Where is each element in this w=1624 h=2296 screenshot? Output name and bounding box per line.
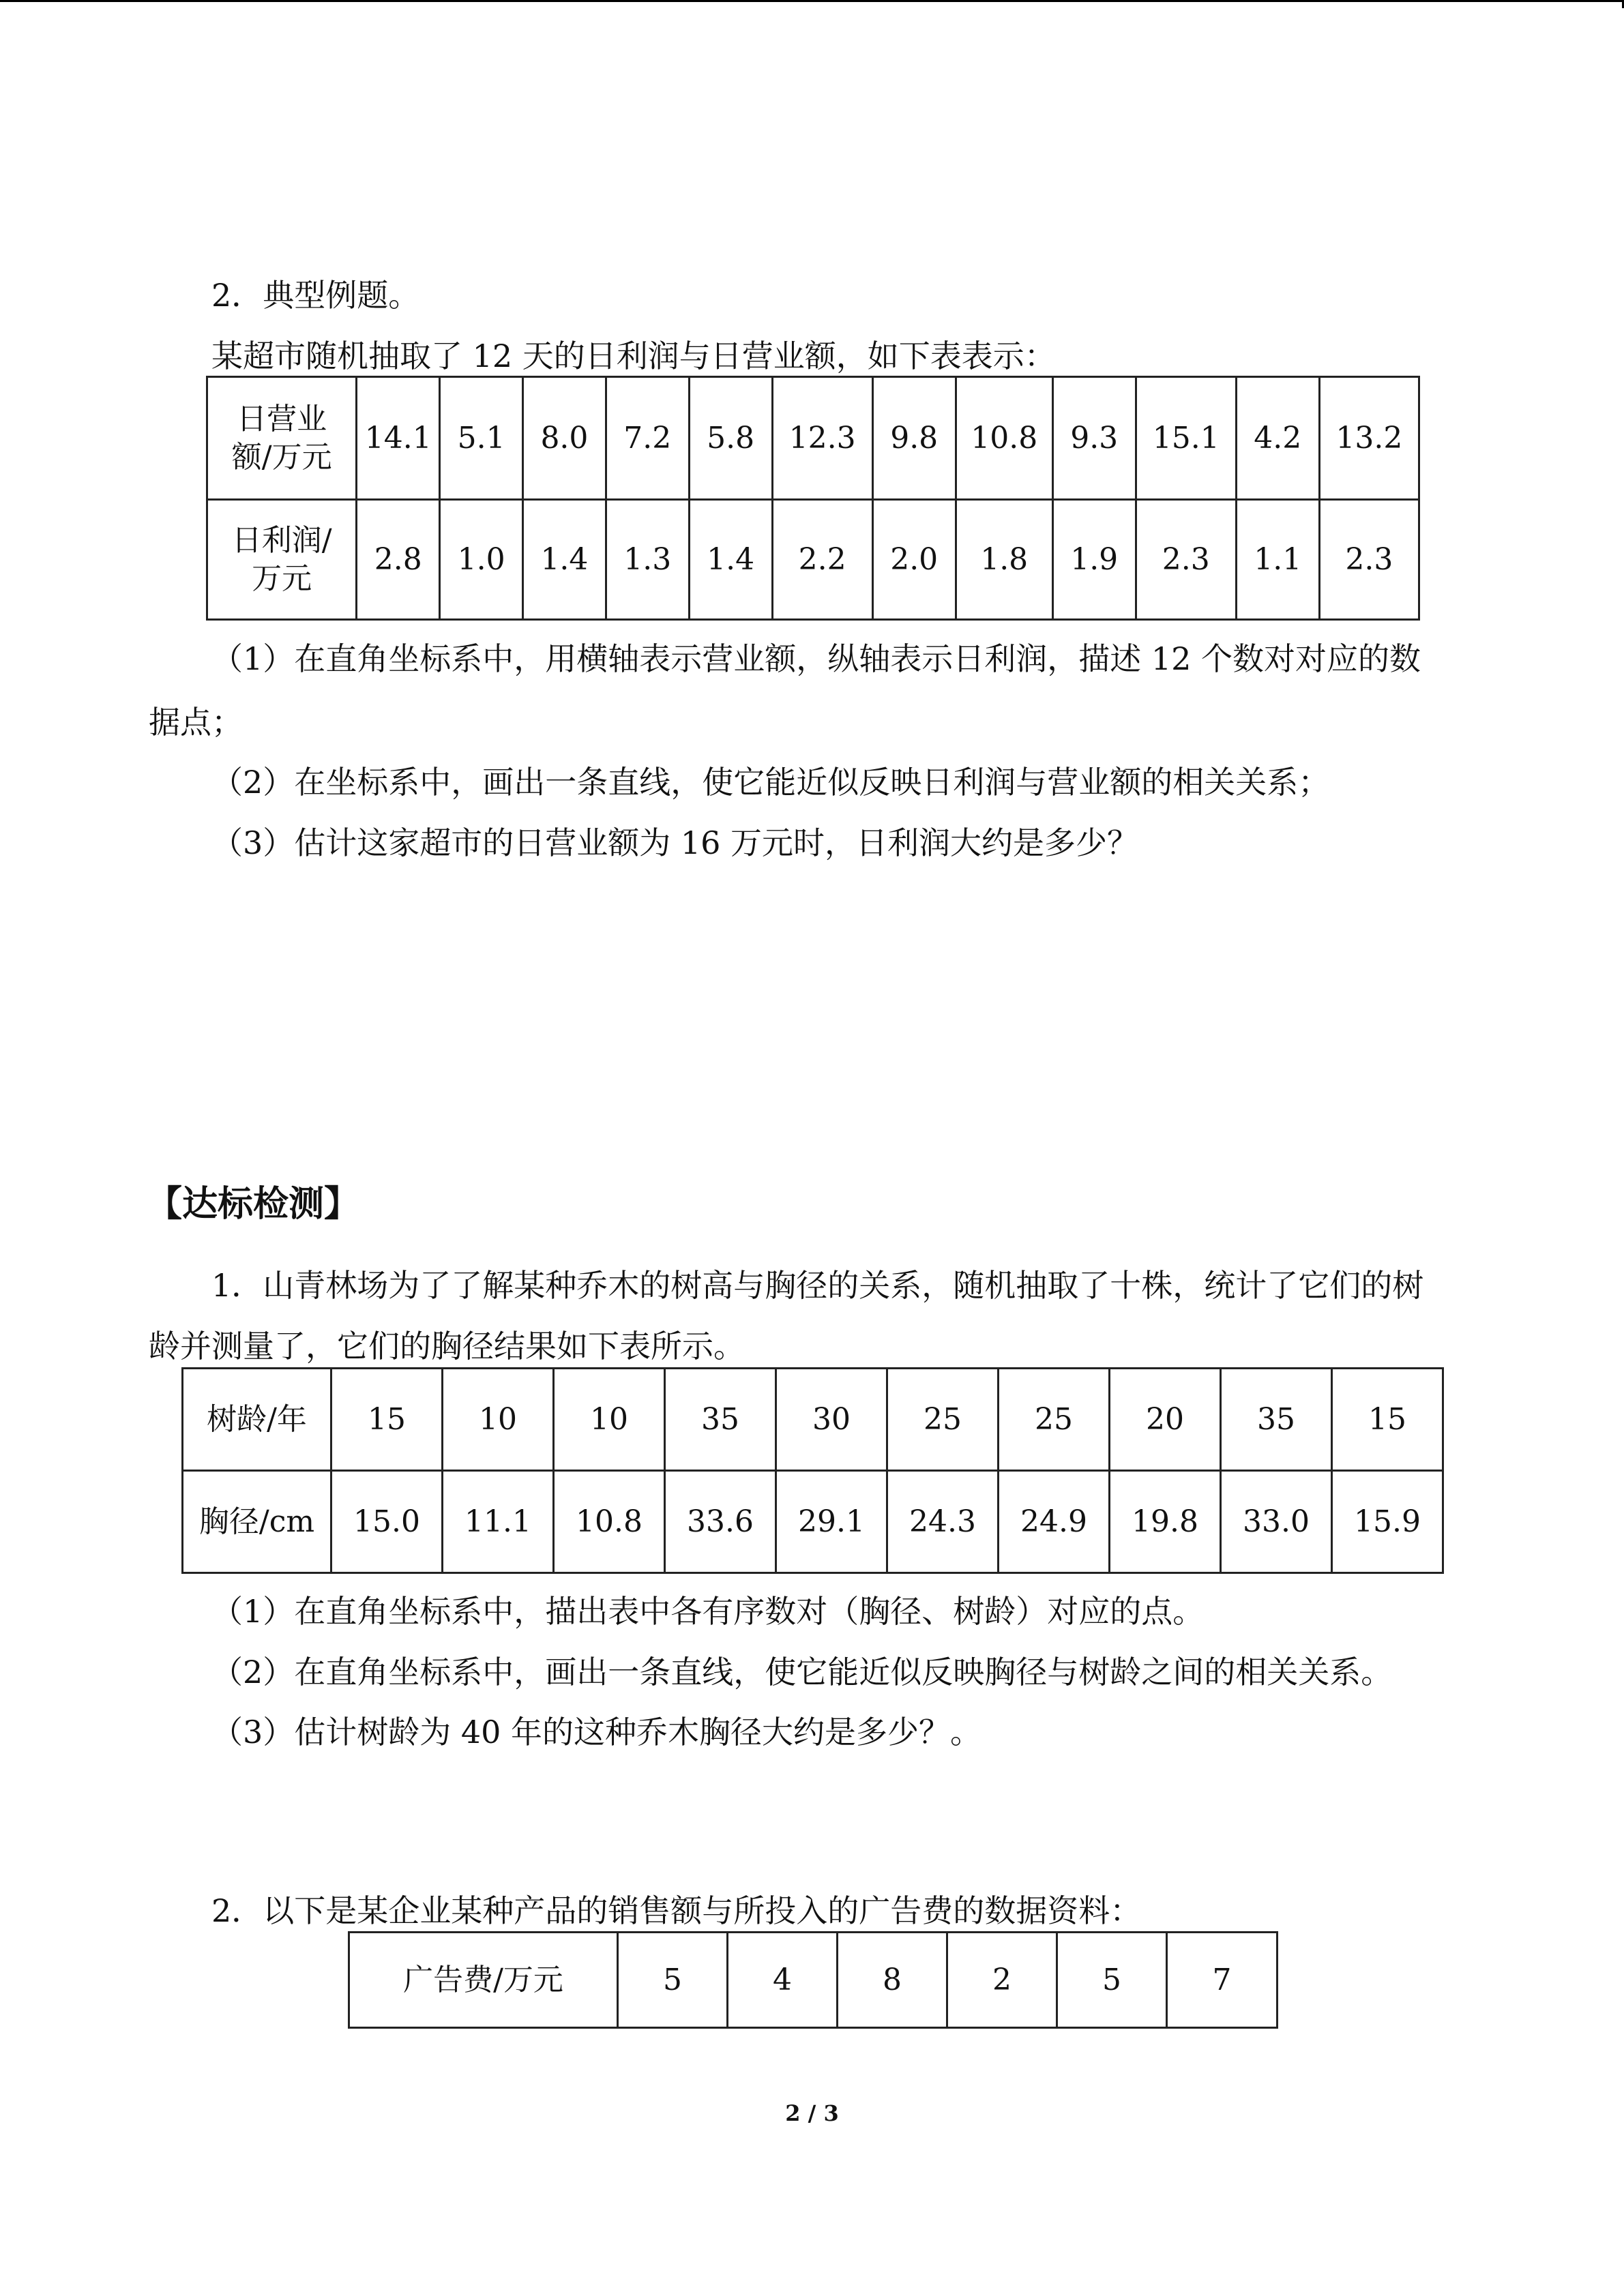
table-cell: 29.1 [776,1471,887,1573]
table-cell: 2.8 [357,500,440,620]
table-cell: 8.0 [523,377,606,500]
example-intro: 某超市随机抽取了 12 天的日利润与日营业额，如下表表示： [211,338,1056,374]
row-header-line: 额/万元 [231,439,332,475]
example-heading: 2．典型例题。 [211,277,420,314]
table-cell: 20 [1110,1369,1221,1471]
table-cell: 33.0 [1221,1471,1332,1573]
table-cell: 2.3 [1319,500,1419,620]
example-question-1-cont: 据点； [149,704,243,741]
table-cell: 1.4 [689,500,772,620]
table-cell: 33.6 [665,1471,776,1573]
table-row [183,1369,1443,1471]
row-header [207,377,357,500]
example-question-3: （3）估计这家超市的日营业额为 16 万元时，日利润大约是多少？ [211,824,1139,861]
table-cell: 9.8 [872,377,956,500]
example-question-1: （1）在直角坐标系中，用横轴表示营业额，纵轴表示日利润，描述 12 个数对对应的数 [211,640,1421,677]
table-cell: 19.8 [1110,1471,1221,1573]
table-cell: 13.2 [1319,377,1419,500]
table-cell: 15 [1332,1369,1443,1471]
table-cell: 15 [331,1369,443,1471]
revenue-profit-table [206,376,1420,621]
table-cell: 30 [776,1369,887,1471]
table-cell: 5.1 [440,377,523,500]
table-cell: 1.3 [606,500,689,620]
table-cell: 5 [1057,1933,1167,2028]
table-cell: 10 [554,1369,665,1471]
table-cell: 9.3 [1052,377,1136,500]
row-header: 树龄/年 [183,1369,331,1471]
table-cell: 2 [947,1933,1057,2028]
table-cell: 2.2 [772,500,872,620]
table-cell: 35 [1221,1369,1332,1471]
table-cell: 1.4 [523,500,606,620]
table-cell: 2.3 [1136,500,1236,620]
table-cell: 10.8 [956,377,1052,500]
table-cell: 4.2 [1236,377,1319,500]
table-cell: 15.1 [1136,377,1236,500]
row-header: 广告费/万元 [349,1933,618,2028]
test-question-3: （3）估计树龄为 40 年的这种乔木胸径大约是多少？。 [211,1714,982,1750]
test-problem-2: 2．以下是某企业某种产品的销售额与所投入的广告费的数据资料： [211,1892,1142,1929]
row-header-line: 万元 [252,561,312,596]
table-cell: 1.9 [1052,500,1136,620]
table-cell: 5.8 [689,377,772,500]
page-number: 2 / 3 [785,2100,839,2126]
table-cell: 35 [665,1369,776,1471]
table-cell: 7.2 [606,377,689,500]
table-row [183,1471,1443,1573]
table-cell: 25 [887,1369,999,1471]
table-cell: 1.8 [956,500,1052,620]
ad-spend-table [348,1931,1278,2029]
test-problem-1-cont: 龄并测量了，它们的胸径结果如下表所示。 [149,1328,745,1365]
section-title: 【达标检测】 [147,1184,360,1225]
table-cell: 25 [999,1369,1110,1471]
table-cell: 24.3 [887,1471,999,1573]
table-cell: 1.0 [440,500,523,620]
table-cell: 2.0 [872,500,956,620]
table-cell: 24.9 [999,1471,1110,1573]
test-question-2: （2）在直角坐标系中，画出一条直线，使它能近似反映胸径与树龄之间的相关关系。 [211,1654,1393,1690]
table-row [349,1933,1278,2028]
row-header: 胸径/cm [183,1471,331,1573]
row-header-line: 日营业 [237,401,327,436]
table-row [207,500,1419,620]
table-cell: 7 [1167,1933,1278,2028]
top-border [0,0,1624,2]
test-question-1: （1）在直角坐标系中，描出表中各有序数对（胸径、树龄）对应的点。 [211,1593,1205,1630]
table-cell: 11.1 [443,1471,554,1573]
test-problem-1: 1．山青林场为了了解某种乔木的树高与胸径的关系，随机抽取了十株，统计了它们的树 [211,1267,1424,1304]
table-row [207,377,1419,500]
table-cell: 15.9 [1332,1471,1443,1573]
row-header [207,500,357,620]
table-cell: 1.1 [1236,500,1319,620]
table-cell: 14.1 [357,377,440,500]
tree-age-table [181,1367,1444,1574]
table-cell: 4 [728,1933,838,2028]
table-cell: 10 [443,1369,554,1471]
table-cell: 10.8 [554,1471,665,1573]
table-cell: 5 [618,1933,728,2028]
example-question-2: （2）在坐标系中，画出一条直线，使它能近似反映日利润与营业额的相关关系； [211,764,1330,801]
row-header-line: 日利润/ [231,522,332,558]
table-cell: 12.3 [772,377,872,500]
table-cell: 15.0 [331,1471,443,1573]
table-cell: 8 [838,1933,947,2028]
